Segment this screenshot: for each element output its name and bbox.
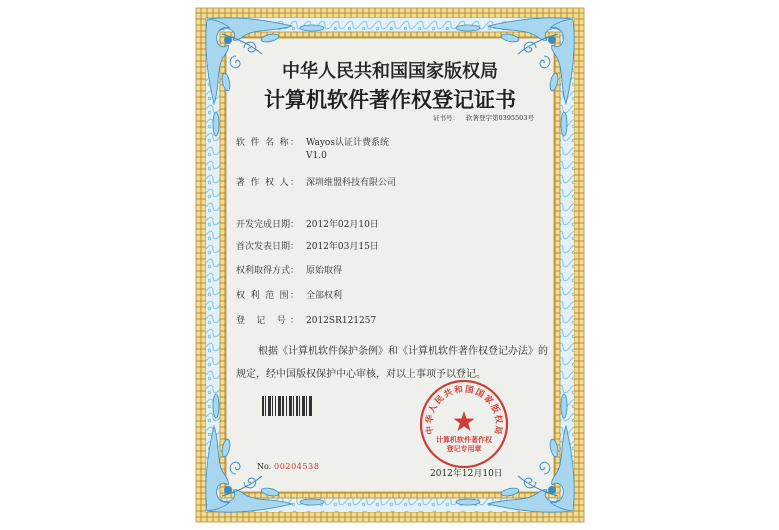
field-label: 著 作 权 人：: [236, 178, 299, 188]
field-copyright-owner: [236, 177, 536, 190]
field-label: 登 记 号：: [236, 316, 299, 326]
issuer-title: 中华人民共和国国家版权局: [282, 61, 498, 82]
field-value: 2012年02月10日: [306, 220, 379, 230]
field-value: 全部权利: [306, 291, 343, 301]
field-value: Wayos认证计费系统: [306, 138, 389, 148]
field-value: 深圳维盟科技有限公司: [306, 178, 397, 188]
seal-ring-text-path: 中华人民共和国国家版权局: [424, 384, 504, 436]
field-rights-scope: [236, 290, 536, 303]
seal-line-1: 计算机软件著作权: [436, 436, 492, 444]
field-value: 2012SR121257: [306, 316, 377, 326]
field-value: 原始取得: [306, 266, 343, 276]
field-registration-number: [236, 315, 536, 328]
field-value-version: V1.0: [306, 151, 327, 161]
serial-number: 00204538: [274, 462, 320, 471]
certificate-number-label: 证书号：: [433, 114, 459, 122]
certificate-title: 计算机软件著作权登记证书: [264, 87, 516, 112]
field-completion-date: [236, 219, 536, 232]
barcode: [262, 396, 312, 416]
field-label: 软 件 名 称：: [236, 138, 299, 148]
field-label: 开发完成日期：: [236, 220, 300, 230]
field-acquisition-method: [236, 265, 536, 278]
statement-line-1: 根据《计算机软件保护条例》和《计算机软件著作权登记办法》的: [258, 346, 548, 357]
field-value: 2012年03月15日: [306, 242, 379, 252]
field-publication-date: [236, 241, 536, 254]
field-label: 权 利 范 围：: [236, 291, 299, 301]
certificate-number: 软著登字第0395503号: [466, 114, 534, 122]
statement-line-2: 规定，经中国版权保护中心审核，对以上事项予以登记。: [236, 369, 486, 380]
field-software-name: [236, 137, 536, 161]
seal-star-icon: [454, 411, 475, 431]
seal-line-2: 登记专用章: [446, 445, 482, 453]
field-label: 权利取得方式：: [236, 266, 300, 276]
field-label: 首次发表日期：: [236, 242, 300, 252]
official-seal: [418, 378, 510, 470]
issue-date: 2012年12月10日: [430, 469, 503, 479]
serial-prefix: No.: [257, 462, 272, 471]
